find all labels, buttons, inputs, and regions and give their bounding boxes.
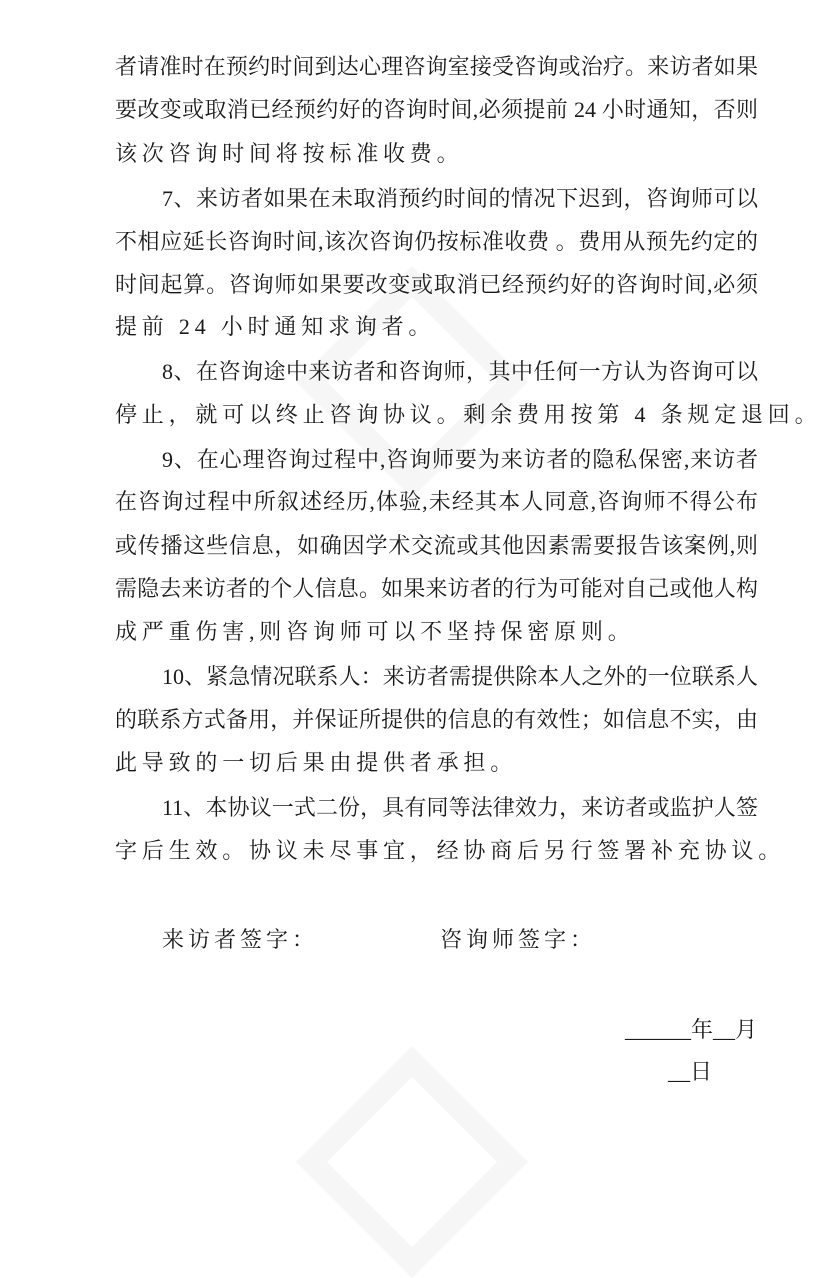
visitor-signature-label: 来访者签字： <box>162 927 319 952</box>
clause-9: 9、在心理咨询过程中,咨询师要为来访者的隐私保密,来访者 <box>162 447 758 472</box>
clause-7: 7、来访者如果在未取消预约时间的情况下迟到，咨询师可以 <box>162 186 758 211</box>
clause-10: 10、紧急情况联系人：来访者需提供除本人之外的一位联系人 <box>162 664 758 689</box>
text-line: 字后生效。协议未尽事宜，经协商后另行签署补充协议。 <box>115 838 786 863</box>
counselor-signature-label: 咨询师签字： <box>440 927 597 952</box>
date-day: __日 <box>668 1059 713 1084</box>
text-line: 该次咨询时间将按标准收费。 <box>115 141 464 166</box>
text-line: 不相应延长咨询时间,该次咨询仍按标准收费 。费用从预先约定的 <box>115 229 758 254</box>
date-year-month: ______年__月 <box>625 1017 758 1042</box>
text-line: 的联系方式备用，并保证所提供的信息的有效性；如信息不实，由 <box>115 707 758 732</box>
text-line: 或传播这些信息，如确因学术交流或其他因素需要报告该案例,则 <box>115 533 758 558</box>
text-line: 此导致的一切后果由提供者承担。 <box>115 750 518 775</box>
text-line: 需隐去来访者的个人信息。如果来访者的行为可能对自己或他人构 <box>115 576 758 601</box>
text-line: 在咨询过程中所叙述经历,体验,未经其本人同意,咨询师不得公布 <box>115 489 758 514</box>
text-line: 要改变或取消已经预约好的咨询时间,必须提前 24 小时通知，否则 <box>115 97 758 122</box>
text-line: 提前 24 小时通知求询者。 <box>115 314 436 339</box>
watermark <box>296 1046 528 1278</box>
clause-11: 11、本协议一式二份，具有同等法律效力，来访者或监护人签 <box>162 795 758 820</box>
text-line: 者请准时在预约时间到达心理咨询室接受咨询或治疗。来访者如果 <box>115 54 758 79</box>
text-line: 时间起算。咨询师如果要改变或取消已经预约好的咨询时间,必须 <box>115 272 758 297</box>
text-line: 成严重伤害,则咨询师可以不坚持保密原则。 <box>115 619 635 644</box>
text-line: 停止，就可以终止咨询协议。剩余费用按第 4 条规定退回。 <box>115 402 822 427</box>
clause-8: 8、在咨询途中来访者和咨询师，其中任何一方认为咨询可以 <box>162 359 758 384</box>
